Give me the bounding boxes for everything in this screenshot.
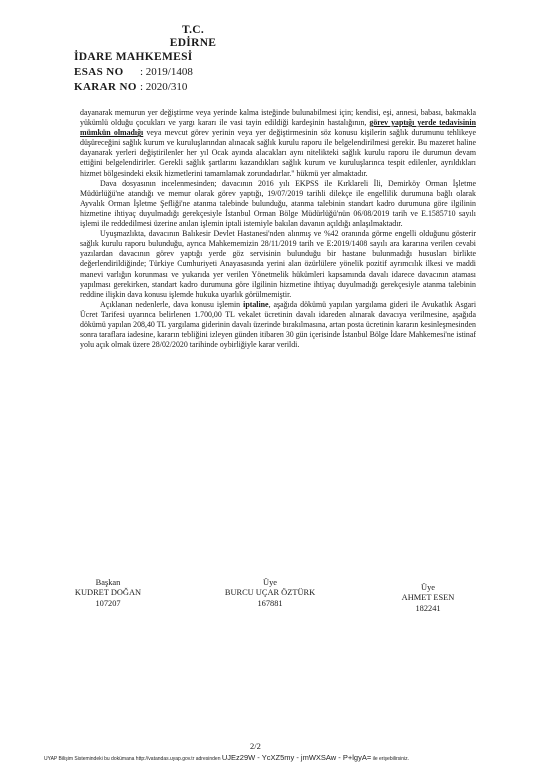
karar-row [74,81,187,94]
signature-member-2: Üye AHMET ESEN 182241 [401,583,455,613]
ruling-keyword: iptaline [243,299,269,309]
decision-body [80,108,476,350]
footer-text: UYAP Bilişim Sistemindeki bu dokümana http://vatandas.uyap.gov.tr adresinden [44,756,221,762]
uyap-footer [44,753,504,762]
signature-chair: Başkan KUDRET DOĞAN 107207 [74,578,142,608]
city-heading: EDİRNE [169,37,217,49]
page-number: 2/2 [250,741,261,751]
footer-suffix: ile erişebilirsiniz. [372,756,410,762]
country-heading: T.C. [181,24,205,36]
karar-label: KARAR NO [74,81,137,93]
esas-value: : 2019/1408 [140,66,193,78]
esas-row [74,66,193,79]
signature-member-1: Üye BURCU UÇAR ÖZTÜRK 167881 [224,578,316,608]
paragraph-ruling: Açıklanan nedenlerle, dava konusu işlemin iptaline, aşağıda dökümü yapılan yargılama gideri ile Avukatlık Asgari Ücret Tarifesi uyarınca belirlenen 1.700,00 TL vekalet ücretinin davalı idareden alınarak davacıya verilmesine, aşağıda dökümü yapılan 208,40 TL yargılama giderinin davalı üzerinde bırakılmasına, artan posta ücretinin kararın kesinleşmesinden sonra taraflara iadesine, kararın tebliğini izleyen günden itibaren 30 gün içerisinde İstanbul Bölge İdare Mahkemesi'ne istinaf yolu açık olmak üzere 28/02/2020 tarihinde oybirliğiyle karar verildi. [80,299,477,350]
karar-value: : 2020/310 [140,81,188,93]
underlined-phrase: görev yaptığı yerde tedavisinin mümkün olmadığı [80,118,476,138]
paragraph-regulation: dayanarak memurun yer değiştirme veya yerinde kalma isteğinde bulunabilmesi için; kendisi, eşi, annesi, babası, bakmakla yükümlü olduğu çocukları ve yargı kararı ile vasi tayin edildiği kardeşinin hastalığının, görev yaptığı yerde tedavisinin mümkün olmadığı veya mevcut görev yerinin veya yer değiştirmesinin söz konusu kişilerin sağlık durumunu tehlikeye düşüreceğini sağlık kurum ve kuruluşlarından alınacak sağlık kurulu raporu ile belgelendirilmesi gerekir. Bu mazeret haline dayanarak yerleri değiştirilenler her yıl Ocak ayında alacakları aynı nitelikteki sağlık kurulu raporu ile durumun devam ettiğini belgelendirirler. Gerekli sağlık şartlarını kazandıkları sağlık kurum ve kuruluşlarınca tespit edilenler, ayrıldıkları hizmet bölgesindeki eksik hizmetlerini tamamlamak zorundadırlar." hükmü yer almaktadır. [80,108,477,178]
paragraph-dispute: Uyuşmazlıkta, davacının Balıkesir Devlet Hastanesi'nden alınmış ve %42 oranında görme engelli olduğunu gösterir sağlık kurulu raporu bulunduğu, ayrıca Mahkememizin 28/11/2019 tarih ve E:2019/1408 sayılı ara kararına verilen cevabi yazılardan davacının görev yaptığı yerde göz servisinin bulunduğu bir hastane bulunmadığı hususları birlikte değerlendirildiğinde; Türkiye Cumhuriyeti Anayasasında yerini alan özürlülere yönelik pozitif ayrımcılık ilkesi ve maddi manevi varlığın korunması ve yukarıda yer verilen Yönetmelik hükümleri kapsamında davalı idarece davacının ataması yapılması gerekirken, standart kadro durumuna göre ilgilinin hizmetine ihtiyaç duyulmadığı gerekçesiyle atanma talebinin reddine ilişkin dava konusu işlemde hukuka uyarlık görülmemiştir. [80,229,476,299]
court-heading: İDARE MAHKEMESİ [74,51,193,63]
esas-label: ESAS NO [74,66,124,78]
paragraph-facts: Dava dosyasının incelenmesinden; davacının 2016 yılı EKPSS ile Kırklareli İli, Demirköy Orman İşletme Müdürlüğü'ne atandığı ve memur olarak görev yaptığı, 19/07/2019 tarihli dilekçe ile engellilik durumuna bağlı olarak Ayvalık Orman İşletme Şefliği'ne atanma talebinde bulunduğu, atanma talebinin standart kadro durumuna göre ilgilinin hizmetine ihtiyaç duyulmadığı gerekçesiyle İstanbul Orman Bölge Müdürlüğü'nün 06/08/2019 tarih ve E.1585710 sayılı işlemi ile reddedilmesi üzerine anılan işlemin iptali istemiyle bakılan davanın açıldığı anlaşılmaktadır. [80,178,476,229]
verification-code: UJEz29W - YcXZ5my - jmWXSAw - P+lgyA= [221,753,372,762]
